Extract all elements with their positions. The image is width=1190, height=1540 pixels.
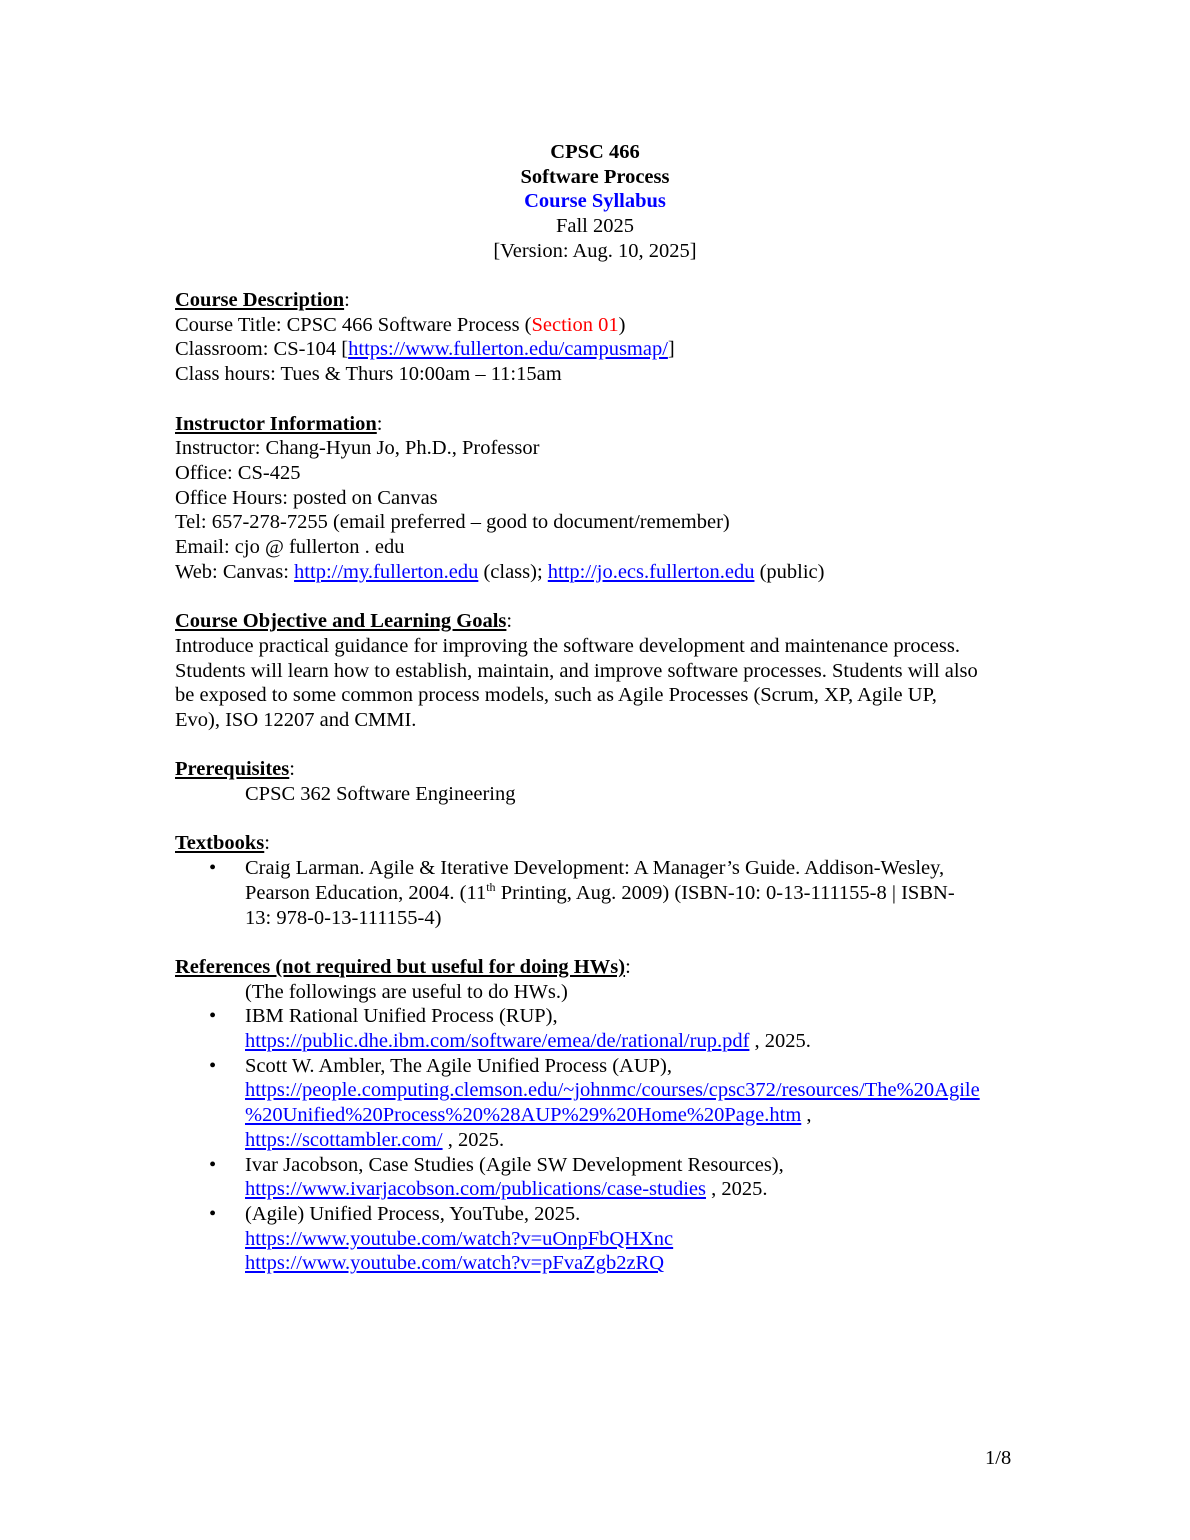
canvas-link[interactable]: http://my.fullerton.edu: [294, 560, 479, 583]
bullet-icon: •: [209, 1202, 217, 1225]
section-number: Section 01: [531, 313, 619, 336]
references-note: (The followings are useful to do HWs.): [245, 980, 568, 1003]
course-code: CPSC 466: [550, 141, 640, 163]
bracket-close: ]: [667, 338, 675, 361]
rup-pdf-link[interactable]: https://public.dhe.ibm.com/software/emea/de/rational/rup.pdf: [245, 1030, 750, 1053]
list-item: [175, 1054, 1025, 1153]
textbook-line: 13: 978-0-13-111155-4): [245, 906, 442, 929]
objective-line: Introduce practical guidance for improving the software development and maintenance process.: [175, 634, 960, 657]
section-references: [175, 955, 1025, 1276]
aup-home-link-continued[interactable]: %20Unified%20Process%20%28AUP%29%20Home%20Page.htm: [245, 1104, 802, 1127]
reference-link-line: [245, 1128, 1025, 1153]
course-title-line: [175, 313, 1025, 338]
list-item: [175, 856, 1025, 930]
instructor-tel: Tel: 657-278-7255 (email preferred – good to document/remember): [175, 511, 730, 534]
doc-type-title: Course Syllabus: [524, 190, 666, 213]
list-item: [175, 1153, 1025, 1202]
colon: :: [289, 758, 295, 781]
classroom-line: [175, 337, 1025, 362]
aup-home-link[interactable]: https://people.computing.clemson.edu/~johnmc/courses/cpsc372/resources/The%20Agile: [245, 1079, 980, 1102]
colon: :: [506, 610, 513, 633]
section-instructor-information: [175, 412, 1025, 585]
section-heading: Textbooks: [175, 832, 265, 855]
section-heading: Course Description: [175, 289, 345, 311]
textbook-line: Craig Larman. Agile & Iterative Development: A Manager’s Guide. Addison-Wesley,: [245, 857, 945, 880]
reference-link-line: [245, 1029, 1025, 1054]
reference-title: Ivar Jacobson, Case Studies (Agile SW Development Resources),: [245, 1153, 784, 1176]
bullet-icon: •: [209, 1054, 217, 1077]
colon: :: [344, 289, 350, 311]
section-heading: Course Objective and Learning Goals: [175, 610, 507, 633]
office-hours: Office Hours: posted on Canvas: [175, 486, 438, 509]
instructor-office: Office: CS-425: [175, 461, 301, 484]
objective-line: Evo), ISO 12207 and CMMI.: [175, 708, 417, 731]
bullet-icon: •: [209, 857, 217, 880]
instructor-name: Instructor: Chang-Hyun Jo, Ph.D., Professor: [175, 437, 540, 460]
reference-link-line: [245, 1078, 1025, 1103]
reference-title: IBM Rational Unified Process (RUP),: [245, 1005, 558, 1028]
section-textbooks: [175, 831, 1025, 930]
scott-ambler-link[interactable]: https://scottambler.com/: [245, 1128, 443, 1151]
separator: ,: [801, 1104, 812, 1127]
reference-link-line: [245, 1227, 1025, 1252]
list-item: [175, 1202, 1025, 1276]
reference-year: , 2025.: [749, 1030, 811, 1053]
prerequisite-item: CPSC 362 Software Engineering: [245, 783, 516, 806]
textbook-text: Pearson Education, 2004. (11: [245, 881, 487, 904]
objective-line: Students will learn how to establish, maintain, and improve software processes. Students will also: [175, 659, 978, 682]
youtube-link-1[interactable]: https://www.youtube.com/watch?v=uOnpFbQHXnc: [245, 1227, 674, 1250]
textbook-text: Printing, Aug. 2009) (ISBN-10: 0-13-111155-8 | ISBN-: [495, 881, 955, 904]
section-course-objective: [175, 609, 1025, 733]
ivar-jacobson-link[interactable]: https://www.ivarjacobson.com/publications/case-studies: [245, 1178, 706, 1201]
reference-title: (Agile) Unified Process, YouTube, 2025.: [245, 1202, 581, 1225]
youtube-link-2[interactable]: https://www.youtube.com/watch?v=pFvaZgb2zRQ: [245, 1252, 665, 1275]
class-hours-line: Class hours: Tues & Thurs 10:00am – 11:15am: [175, 363, 562, 386]
instructor-email: Email: cjo @ fullerton . edu: [175, 536, 405, 559]
reference-link-line: [245, 1103, 1025, 1128]
bullet-icon: •: [209, 1153, 217, 1176]
colon: :: [264, 832, 270, 855]
textbook-line: [245, 881, 1025, 906]
paren-close: ): [618, 313, 626, 336]
objective-line: be exposed to some common process models, such as Agile Processes (Scrum, XP, Agile UP,: [175, 684, 937, 707]
reference-link-line: [245, 1251, 1025, 1276]
document-header: [0, 140, 1190, 264]
term: Fall 2025: [555, 215, 635, 238]
section-course-description: [175, 288, 1025, 387]
classroom-label: Classroom: CS-104 [: [175, 338, 349, 361]
colon: :: [625, 955, 631, 978]
reference-year: , 2025.: [442, 1128, 505, 1151]
course-name: Software Process: [520, 165, 670, 188]
syllabus-content: [175, 288, 1025, 1301]
campus-map-link[interactable]: https://www.fullerton.edu/campusmap/: [348, 338, 668, 361]
textbook-list: [175, 856, 1025, 930]
section-prerequisites: [175, 757, 1025, 806]
page-number: 1/8: [985, 1447, 1012, 1469]
reference-list: [175, 1004, 1025, 1276]
section-heading: Prerequisites: [175, 758, 290, 781]
public-site-link[interactable]: http://jo.ecs.fullerton.edu: [547, 560, 755, 583]
version: [Version: Aug. 10, 2025]: [493, 239, 697, 262]
list-item: [175, 1004, 1025, 1053]
course-title-label: Course Title: CPSC 466 Software Process (: [175, 313, 532, 336]
web-line: [175, 560, 1025, 585]
web-mid-text: (class);: [478, 560, 548, 583]
reference-link-line: [245, 1177, 1025, 1202]
bullet-icon: •: [209, 1005, 217, 1028]
web-end-text: (public): [754, 560, 825, 583]
section-heading: Instructor Information: [175, 412, 377, 435]
web-label: Web: Canvas:: [175, 560, 295, 583]
colon: :: [376, 412, 383, 435]
section-heading: References (not required but useful for doing HWs): [175, 955, 626, 978]
reference-title: Scott W. Ambler, The Agile Unified Process (AUP),: [245, 1054, 672, 1077]
reference-year: , 2025.: [705, 1178, 768, 1201]
ordinal-suffix: th: [486, 879, 496, 894]
